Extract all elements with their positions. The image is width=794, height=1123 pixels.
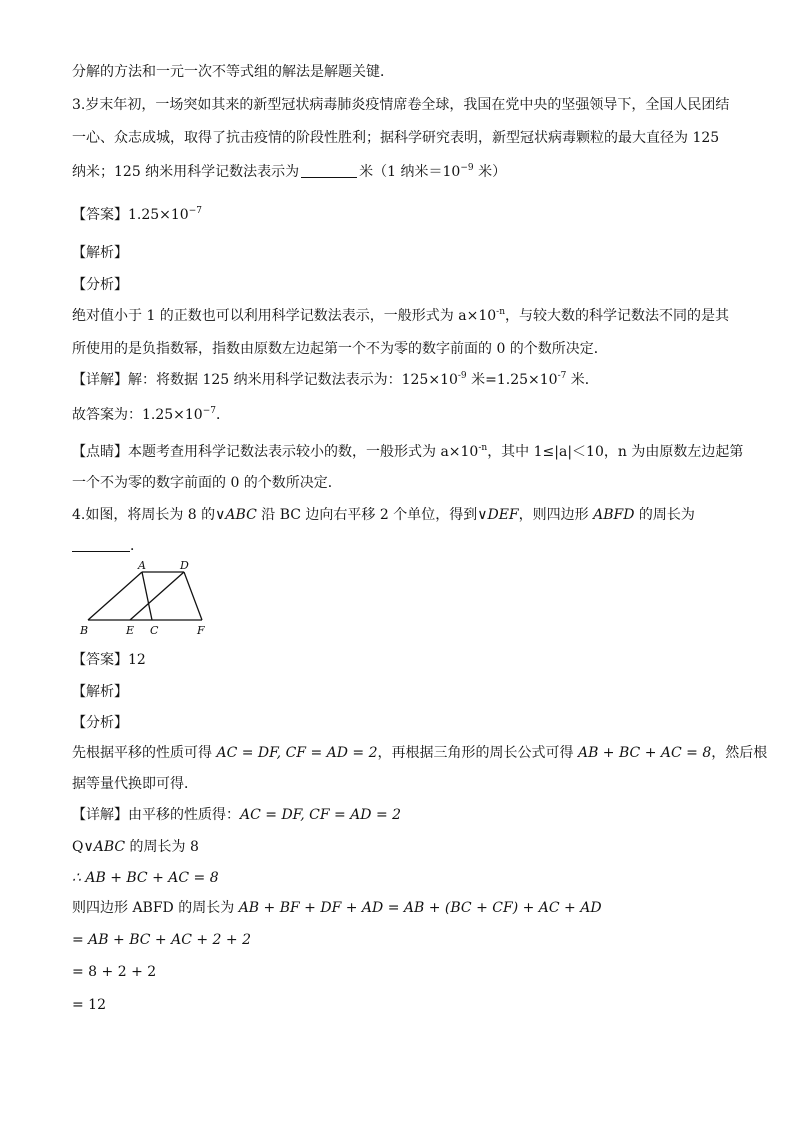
q4-step6: = 12	[72, 997, 106, 1013]
q4-detail-a: 由平移的性质得：	[128, 807, 240, 823]
q3-text-line1: 3.岁末年初，一场突如其来的新型冠状病毒肺炎疫情席卷全球，我国在党中央的坚强领导下，全国人民团结	[72, 97, 730, 113]
answer-label: 【答案】	[72, 207, 128, 223]
q3-comment-line2: 一个不为零的数字前面的 0 的个数所决定．	[72, 475, 342, 491]
q4-fenxi-m2: AB + BC + AC = 8	[577, 745, 712, 761]
label-e: E	[126, 624, 135, 637]
segment-df	[184, 572, 202, 620]
answer-exp: −7	[188, 206, 202, 216]
q3-detail-exp2: -7	[557, 371, 567, 381]
q4-detail	[72, 805, 401, 825]
q4-line1-d: 的周长为	[634, 507, 695, 523]
q4-fenxi-line2: 据等量代换即可得．	[72, 776, 198, 792]
q3-comment-a: 本题考查用科学记数法表示较小的数，一般形式为 a×10	[128, 444, 479, 460]
q3-detail-c: 米．	[566, 372, 599, 388]
q4-analysis-label: 【解析】	[72, 684, 128, 700]
label-a: A	[138, 559, 146, 572]
q4-step1-a: Q∨	[72, 839, 94, 855]
q4-triangle-abc: ∨ABC	[215, 507, 257, 523]
q3-fenxi-exp: -n	[496, 307, 505, 317]
q3-conclusion	[72, 405, 230, 425]
q4-fenxi-m1: AC = DF, CF = AD = 2	[216, 745, 378, 761]
detail-label: 【详解】	[72, 372, 128, 388]
label-f: F	[197, 624, 205, 637]
segment-ab	[88, 572, 142, 620]
q3-fenxi-line1-b: ，与较大数的科学记数法不同的是其	[505, 308, 729, 324]
q4-fenxi-line1	[72, 743, 767, 763]
q4-step3-a: 则四边形 ABFD 的周长为	[72, 900, 239, 916]
q3-comment-exp: -n	[478, 443, 488, 453]
q4-answer	[72, 650, 146, 670]
label-c: C	[150, 624, 159, 637]
q3-text-line2: 一心、众志成城，取得了抗击疫情的阶段性胜利；据科学研究表明，新型冠状病毒颗粒的最大直径为 125	[72, 130, 720, 146]
q4-fenxi-a: 先根据平移的性质可得	[72, 745, 217, 761]
q3-text-line3-c: 米）	[473, 164, 507, 180]
q4-quad: ABFD	[593, 507, 635, 523]
q3-text-line3-a: 纳米；125 纳米用科学记数法表示为	[72, 164, 300, 180]
answer-value: 12	[128, 652, 146, 668]
q4-step1-m: ABC	[93, 839, 126, 855]
detail-label: 【详解】	[72, 807, 128, 823]
q4-fenxi-b: ，再根据三角形的周长公式可得	[377, 745, 578, 761]
q4-line1-b: 沿 BC 边向右平移 2 个单位，得到	[256, 507, 478, 523]
q3-text-line3	[72, 162, 506, 182]
q4-text-line2	[72, 536, 144, 556]
comment-label: 【点睛】	[72, 444, 128, 460]
q4-step2: ∴ AB + BC + AC = 8	[72, 870, 219, 886]
q4-text-line1	[72, 505, 695, 525]
q4-line1-a: 4.如图，将周长为 8 的	[72, 507, 216, 523]
intro-line: 分解的方法和一元一次不等式组的解法是解题关键．	[72, 64, 394, 80]
q4-fenxi-label: 【分析】	[72, 715, 128, 731]
q3-analysis-label: 【解析】	[72, 245, 128, 261]
q4-step1	[72, 837, 199, 857]
q3-answer	[72, 205, 202, 225]
q3-fenxi-label: 【分析】	[72, 277, 128, 293]
segment-de	[130, 572, 184, 620]
q3-so-base: 1.25×10	[142, 407, 203, 423]
q3-detail	[72, 370, 599, 390]
q3-fenxi-line2: 所使用的是负指数幂，指数由原数左边起第一个不为零的数字前面的 0 的个数所决定．	[72, 341, 608, 357]
q4-line2-end: ．	[130, 538, 144, 554]
label-b: B	[80, 624, 89, 637]
q4-step1-b: 的周长为 8	[125, 839, 199, 855]
q3-so-a: 故答案为：	[72, 407, 142, 423]
q4-step3	[72, 898, 602, 918]
q3-exp: −9	[460, 163, 474, 173]
label-d: D	[180, 559, 189, 572]
q3-fenxi-line1	[72, 306, 729, 326]
q3-comment-b: ，其中 1≤|a|＜10，n 为由原数左边起第	[487, 444, 744, 460]
q3-so-exp: −7	[202, 406, 216, 416]
q3-comment-line1	[72, 442, 743, 462]
q3-detail-a: 解：将数据 125 纳米用科学记数法表示为：125×10	[128, 372, 458, 388]
q4-line1-c: ，则四边形	[518, 507, 594, 523]
segment-ac	[142, 572, 152, 620]
translation-figure	[72, 558, 222, 640]
q3-text-line3-b: 米（1 纳米＝10	[359, 164, 461, 180]
q3-fenxi-line1-a: 绝对值小于 1 的正数也可以利用科学记数法表示，一般形式为 a×10	[72, 308, 497, 324]
q3-detail-b: 米=1.25×10	[466, 372, 558, 388]
answer-blank	[301, 163, 357, 178]
q3-so-c: ．	[216, 407, 230, 423]
q4-step5: = 8 + 2 + 2	[72, 964, 157, 980]
answer-value: 1.25×10	[128, 207, 189, 223]
q4-triangle-def: ∨DEF	[477, 507, 519, 523]
q3-detail-exp1: -9	[457, 371, 467, 381]
q4-step4: = AB + BC + AC + 2 + 2	[72, 932, 251, 948]
q4-detail-m: AC = DF, CF = AD = 2	[240, 807, 402, 823]
answer-blank	[72, 537, 130, 552]
q4-step3-m: AB + BF + DF + AD = AB + (BC + CF) + AC + AD	[238, 900, 602, 916]
answer-label: 【答案】	[72, 652, 128, 668]
q4-fenxi-c: ，然后根	[711, 745, 768, 761]
